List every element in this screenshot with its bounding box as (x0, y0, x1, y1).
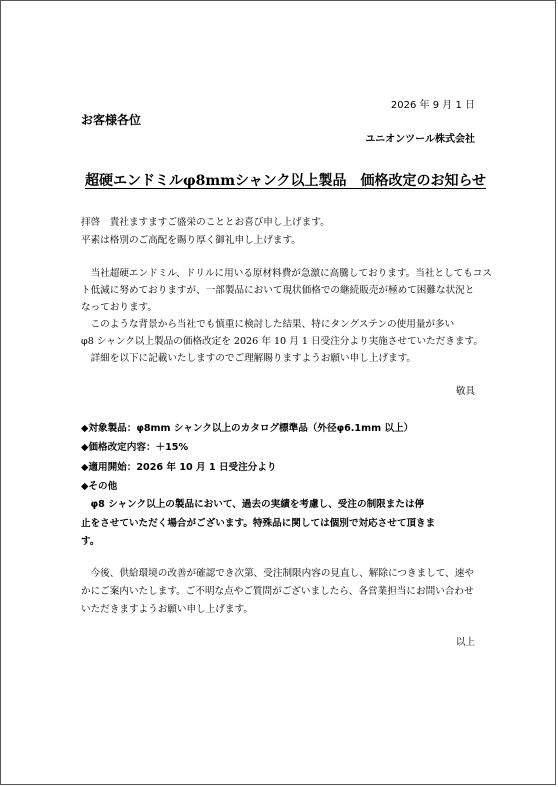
future-line: かにご案内いたします。ご不明な点やご質問がございましたら、各営業担当にお問い合わせ (81, 586, 474, 597)
letter-recipient: お客様各位 (81, 113, 142, 127)
body-line: なっております。 (81, 302, 157, 313)
other-detail-line: 止をさせていただく場合がございます。特殊品に関しては個別で対応させて頂きま (81, 518, 436, 529)
sender-company: ユニオンツール株式会社 (365, 134, 475, 145)
body-line: φ8 シャンク以上製品の価格改定を 2026 年 10 月 1 日受注分より実施させていただきます。 (81, 336, 483, 347)
letter-date: 2026 年 9 月 1 日 (390, 100, 475, 111)
bullet-start-date: ◆適用開始：2026 年 10 月 1 日受注分より (81, 462, 277, 473)
future-line: いただきますようお願い申し上げます。 (81, 604, 253, 615)
other-detail-line: φ8 シャンク以上の製品において、過去の実績を考慮し、受注の制限または停 (81, 499, 425, 510)
future-line: 今後、供給環境の改善が確認でき次第、受注制限内容の見直し、解除につきまして、速や (81, 568, 474, 579)
bullet-price-change: ◆価格改定内容：＋15% (81, 442, 189, 453)
body-line: ト低減に努めておりますが、一部製品において現状価格での継続販売が極めて困難な状況と (81, 285, 475, 296)
greeting-line: 平素は格別のご高配を賜り厚く御礼申し上げます。 (81, 235, 301, 246)
bullet-other: ◆その他 (81, 481, 118, 492)
body-line: 当社超硬エンドミル、ドリルに用いる原材料費が急激に高騰しております。当社としてもコス (81, 268, 492, 279)
closing-ijo: 以上 (455, 637, 475, 648)
other-detail-line: す。 (81, 536, 100, 547)
closing-keigu: 敬具 (455, 386, 475, 397)
letter-title: 超硬エンドミルφ8mmシャンク以上製品 価格改定のお知らせ (85, 173, 487, 189)
body-line: 詳細を以下に記載いたしますのでご理解賜りますようお願い申し上げます。 (81, 353, 417, 364)
body-line: このような背景から当社でも慎重に検討した結果、特にタングステンの使用量が多い (81, 319, 455, 330)
greeting-line: 拝啓 貴社ますますご盛栄のこととお喜び申し上げます。 (81, 217, 330, 228)
bullet-target-products: ◆対象製品：φ8mm シャンク以上のカタログ標準品（外径φ6.1mm 以上） (81, 423, 414, 434)
